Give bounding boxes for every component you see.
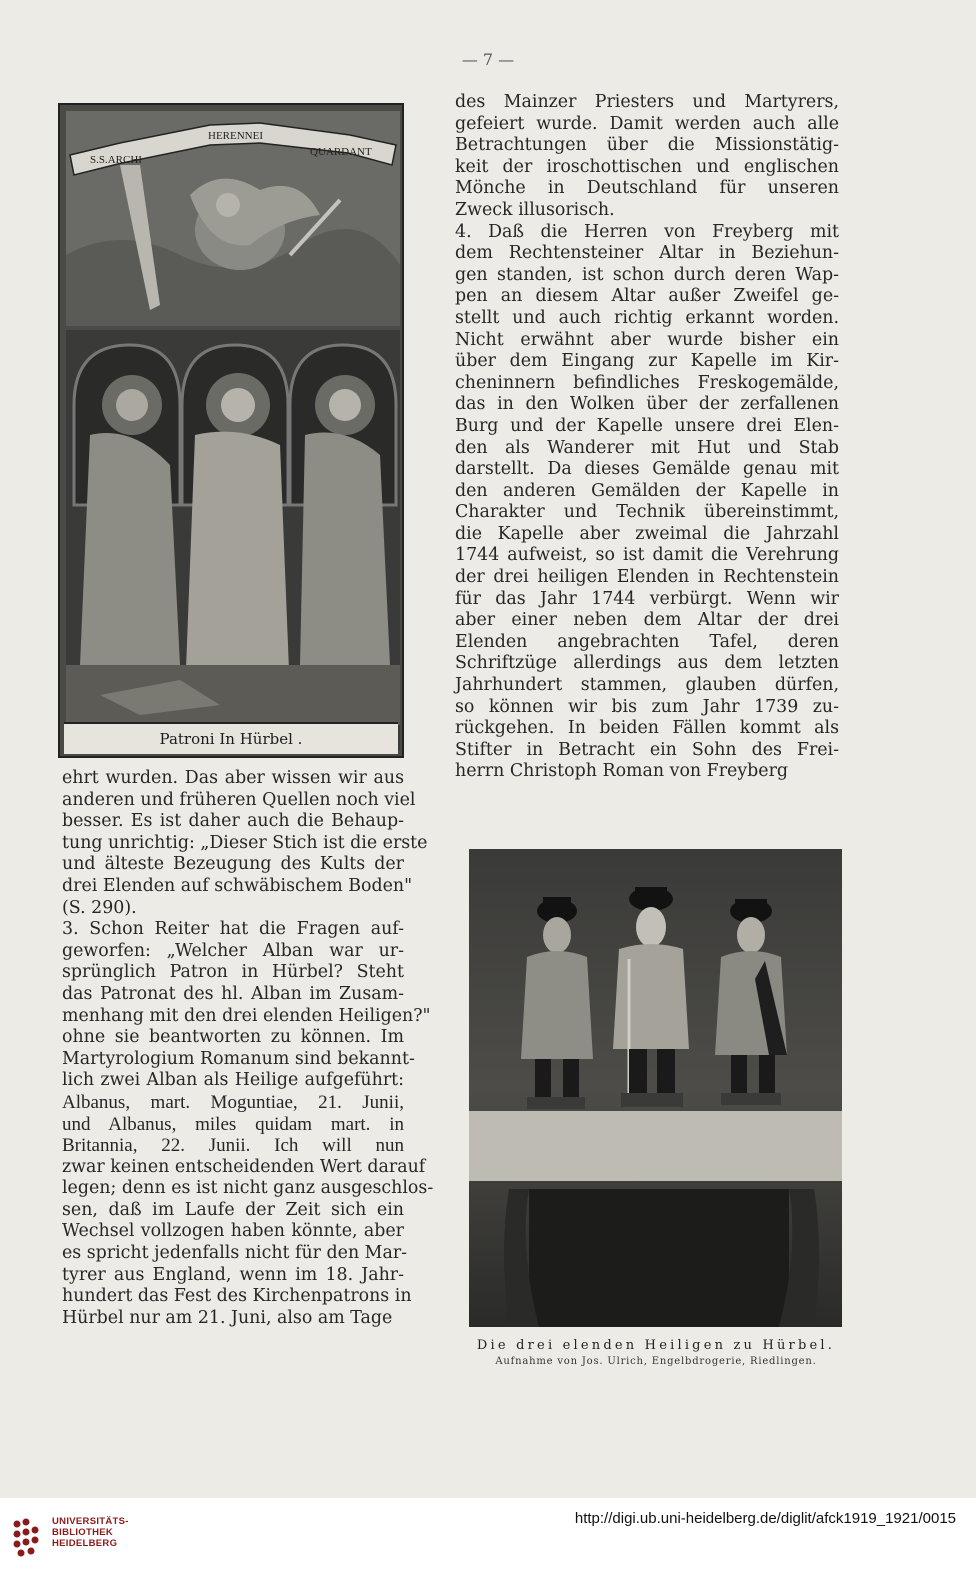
text-line: Hürbel nur am 21. Juni, also am Tage <box>62 1307 393 1328</box>
left-column-text <box>62 768 434 1329</box>
banner-right-text: QUARDANT <box>310 146 372 158</box>
text-line: herrn Christoph Roman von Freyberg <box>455 761 789 782</box>
text-line: Zweck illusorisch. <box>455 199 615 220</box>
text-line: rückgehen. In beiden Fällen kommt als <box>455 718 839 739</box>
text-line: tyrer aus England, wenn im 18. Jahr- <box>62 1264 404 1285</box>
text-line: so können wir bis zum Jahr 1739 zu- <box>455 696 839 717</box>
text-line: die Kapelle aber zweimal die Jahrzahl <box>455 523 839 544</box>
text-line: zwar keinen entscheidenden Wert darauf <box>62 1156 426 1177</box>
library-logo-icon <box>10 1512 46 1560</box>
banner-center-text: HERENNEI <box>208 130 263 142</box>
text-line: und Albanus, miles quidam mart. in <box>62 1113 404 1135</box>
engraving-illustration <box>58 103 404 758</box>
text-line: darstellt. Da dieses Gemälde genau mit <box>455 459 839 480</box>
engraving-caption: Patroni In Hürbel . <box>64 722 398 754</box>
text-line: 1744 aufweist, so ist damit die Verehrung <box>455 545 839 566</box>
photo-scene <box>469 849 842 1327</box>
library-name <box>52 1516 129 1549</box>
engraving-scene <box>60 105 404 758</box>
text-line: tung unrichtig: „Dieser Stich ist die erste <box>62 832 428 853</box>
text-line: pen an diesem Altar außer Zweifel ge- <box>455 286 839 307</box>
text-line: es spricht jedenfalls nicht für den Mar- <box>62 1243 408 1264</box>
photo-caption-title: Die drei elenden Heiligen zu Hürbel. <box>476 1338 836 1353</box>
text-line: Burg und der Kapelle unsere drei Elen- <box>455 415 839 436</box>
footer-bar <box>0 1498 976 1584</box>
text-line: der drei heiligen Elenden in Rechtenstein <box>455 567 839 588</box>
text-line: den anderen Gemälden der Kapelle in <box>455 480 839 501</box>
source-url[interactable]: http://digi.ub.uni-heidelberg.de/diglit/afck1919_1921/0015 <box>574 1510 956 1527</box>
text-line: Wechsel vollzogen haben könnte, aber <box>62 1221 404 1242</box>
photo-caption-credit: Aufnahme von Jos. Ulrich, Engelbdrogerie, Riedlingen. <box>495 1356 817 1367</box>
text-line: das Patronat des hl. Alban im Zusam- <box>62 983 404 1004</box>
text-line: Jahrhundert stammen, glauben dürfen, <box>455 675 839 696</box>
text-line: den als Wanderer mit Hut und Stab <box>455 437 839 458</box>
text-line: ohne sie beantworten zu können. Im <box>62 1027 404 1048</box>
text-line: gefeiert wurde. Damit werden auch alle <box>455 113 839 134</box>
photo-three-saints <box>469 849 842 1327</box>
text-line: sprünglich Patron in Hürbel? Steht <box>62 962 404 983</box>
text-line: Charakter und Technik übereinstimmt, <box>455 502 839 523</box>
text-line: besser. Es ist daher auch die Behaup- <box>62 811 404 832</box>
text-line: keit der iroschottischen und englischen <box>455 156 839 177</box>
text-line: menhang mit den drei elenden Heiligen?" <box>62 1005 431 1026</box>
banner-left-text: S.S.ARCHI <box>90 154 142 166</box>
text-line: drei Elenden auf schwäbischem Boden" <box>62 875 413 896</box>
text-line: für das Jahr 1744 verbürgt. Wenn wir <box>455 588 839 609</box>
text-line: Elenden angebrachten Tafel, deren <box>455 631 839 652</box>
text-line: anderen und früheren Quellen noch viel <box>62 789 416 810</box>
text-line: das in den Wolken über der zerfallenen <box>455 394 839 415</box>
text-line: cheninnern befindliches Freskogemälde, <box>455 372 839 393</box>
text-line: 4. Daß die Herren von Freyberg mit <box>455 221 839 242</box>
text-line: Albanus, mart. Moguntiae, 21. Junii, <box>62 1091 404 1113</box>
right-column-text <box>455 92 839 783</box>
page-number: — 7 — <box>461 50 515 69</box>
library-name-line3: HEIDELBERG <box>52 1538 118 1549</box>
text-line: Schriftzüge allerdings aus dem letzten <box>455 653 839 674</box>
text-line: Martyrologium Romanum sind bekannt- <box>62 1048 415 1069</box>
text-line: (S. 290). <box>62 897 137 918</box>
text-line: Nicht erwähnt aber wurde bisher ein <box>455 329 839 350</box>
text-line: und älteste Bezeugung des Kults der <box>62 854 404 875</box>
text-line: ehrt wurden. Das aber wissen wir aus <box>62 768 404 788</box>
text-line: stellt und auch richtig erkannt worden. <box>455 307 839 328</box>
text-line: legen; denn es ist nicht ganz ausgeschlos- <box>62 1178 434 1199</box>
text-line: Stifter in Betracht ein Sohn des Frei- <box>455 739 839 760</box>
text-line: Mönche in Deutschland für unseren <box>455 178 839 199</box>
text-line: lich zwei Alban als Heilige aufgeführt: <box>62 1070 404 1091</box>
text-line: hundert das Fest des Kirchenpatrons in <box>62 1286 412 1307</box>
library-name-line1: UNIVERSITÄTS- <box>52 1516 129 1527</box>
text-line: Betrachtungen über die Missionstätig- <box>455 135 839 156</box>
text-line: über dem Eingang zur Kapelle im Kir- <box>455 351 839 372</box>
text-line: aber einer neben dem Altar der drei <box>455 610 839 631</box>
text-line: dem Rechtensteiner Altar in Beziehun- <box>455 243 839 264</box>
text-line: gen standen, ist schon durch deren Wap- <box>455 264 839 285</box>
text-line: des Mainzer Priesters und Martyrers, <box>455 92 839 112</box>
text-line: 3. Schon Reiter hat die Fragen auf- <box>62 919 404 940</box>
library-name-line2: BIBLIOTHEK <box>52 1527 114 1538</box>
text-line: Britannia, 22. Junii. Ich will nun <box>62 1135 404 1157</box>
text-line: geworfen: „Welcher Alban war ur- <box>62 940 404 961</box>
text-line: sen, daß im Laufe der Zeit sich ein <box>62 1199 404 1220</box>
